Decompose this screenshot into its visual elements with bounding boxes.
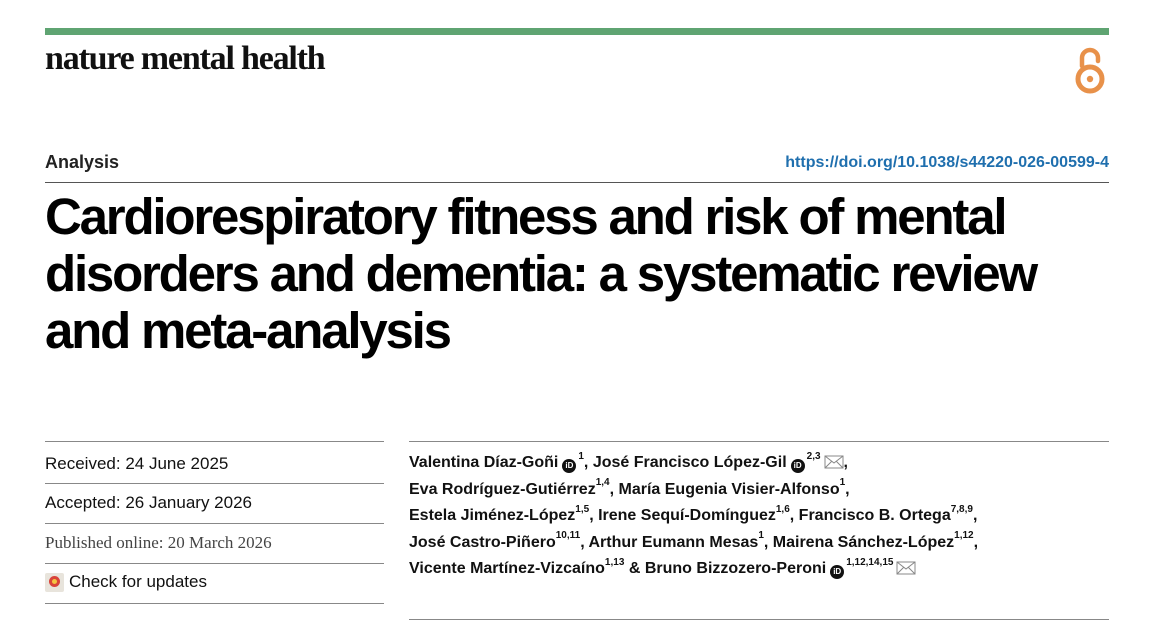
author bbox=[598, 503, 790, 524]
meta-divider bbox=[45, 603, 384, 604]
author-name[interactable]: Arthur Eumann Mesas bbox=[588, 533, 759, 551]
check-for-updates-button[interactable] bbox=[45, 572, 207, 592]
author-separator: , bbox=[789, 507, 799, 524]
article-title: Cardiorespiratory fitness and risk of mental disorders and dementia: a systematic review and meta-analysis bbox=[45, 188, 1037, 359]
author bbox=[409, 477, 610, 498]
author bbox=[618, 477, 846, 498]
author-name[interactable]: Estela Jiménez-López bbox=[409, 507, 576, 524]
author-line bbox=[409, 503, 1109, 530]
author-name[interactable]: Vicente Martínez-Vizcaíno bbox=[409, 560, 605, 577]
author bbox=[644, 556, 917, 577]
affiliation-superscript: 7,8,9 bbox=[950, 503, 973, 515]
author bbox=[409, 556, 625, 577]
affiliation-superscript: 2,3 bbox=[806, 450, 821, 462]
author bbox=[772, 530, 974, 551]
author-name[interactable]: Eva Rodríguez-Gutiérrez bbox=[409, 480, 596, 498]
crossmark-icon bbox=[45, 573, 64, 592]
author-name[interactable]: Francisco B. Ortega bbox=[798, 507, 951, 524]
author bbox=[409, 450, 584, 471]
accepted-date: Accepted: 26 January 2026 bbox=[45, 493, 252, 512]
affiliation-superscript: 10,11 bbox=[555, 530, 581, 542]
author bbox=[588, 530, 764, 551]
affiliation-superscript: 1 bbox=[578, 450, 584, 462]
author bbox=[798, 503, 973, 524]
author-line bbox=[409, 556, 1109, 583]
journal-name[interactable]: nature mental health bbox=[45, 40, 325, 77]
affiliation-superscript: 1,12 bbox=[954, 530, 974, 542]
email-envelope-icon[interactable] bbox=[896, 561, 916, 575]
meta-divider bbox=[45, 441, 384, 442]
author-name[interactable]: José Francisco López-Gil bbox=[592, 454, 787, 471]
author-separator: , bbox=[763, 533, 773, 551]
author-separator: , bbox=[843, 454, 848, 471]
author bbox=[592, 450, 844, 471]
affiliation-superscript: 1 bbox=[758, 530, 764, 542]
author-name[interactable]: María Eugenia Visier-Alfonso bbox=[618, 480, 840, 498]
orcid-icon[interactable]: iD bbox=[791, 459, 805, 473]
author-separator: , bbox=[589, 507, 599, 524]
author bbox=[409, 503, 590, 524]
author-separator: , bbox=[845, 480, 850, 498]
meta-divider bbox=[45, 563, 384, 564]
affiliation-superscript: 1,5 bbox=[575, 503, 590, 515]
header-divider bbox=[45, 182, 1109, 183]
author-name[interactable]: Irene Sequí-Domínguez bbox=[598, 507, 776, 524]
author-separator: , bbox=[580, 533, 589, 551]
affiliation-superscript: 1,6 bbox=[775, 503, 790, 515]
email-envelope-icon[interactable] bbox=[824, 455, 844, 469]
published-date: Published online: 20 March 2026 bbox=[45, 533, 272, 552]
author-line bbox=[409, 450, 1109, 477]
author-separator: , bbox=[583, 454, 593, 471]
received-date: Received: 24 June 2025 bbox=[45, 454, 229, 473]
doi-link[interactable]: https://doi.org/10.1038/s44220-026-00599-4 bbox=[785, 154, 1109, 171]
author-line bbox=[409, 477, 1109, 504]
author-separator: , bbox=[973, 533, 979, 551]
affiliation-superscript: 1,13 bbox=[604, 556, 625, 568]
author-separator: , bbox=[972, 507, 978, 524]
author-line bbox=[409, 530, 1109, 557]
author-separator: , bbox=[609, 480, 619, 498]
meta-divider bbox=[45, 523, 384, 524]
author-name[interactable]: Mairena Sánchez-López bbox=[772, 533, 955, 551]
affiliation-superscript: 1,12,14,15 bbox=[846, 556, 894, 568]
author-name[interactable]: Bruno Bizzozero-Peroni bbox=[644, 560, 827, 577]
author-separator: & bbox=[624, 560, 645, 577]
article-type: Analysis bbox=[45, 152, 120, 172]
author bbox=[409, 530, 581, 551]
check-for-updates-label: Check for updates bbox=[69, 572, 207, 591]
authors-divider bbox=[409, 619, 1109, 620]
author-list bbox=[409, 450, 1109, 583]
author-name[interactable]: José Castro-Piñero bbox=[409, 533, 556, 551]
author-name[interactable]: Valentina Díaz-Goñi bbox=[409, 454, 559, 471]
open-access-lock-icon bbox=[1071, 44, 1109, 96]
journal-color-bar bbox=[45, 28, 1109, 35]
affiliation-superscript: 1 bbox=[839, 477, 846, 489]
orcid-icon[interactable]: iD bbox=[562, 459, 576, 473]
orcid-icon[interactable]: iD bbox=[830, 565, 844, 579]
authors-divider bbox=[409, 441, 1109, 442]
meta-divider bbox=[45, 483, 384, 484]
affiliation-superscript: 1,4 bbox=[595, 477, 610, 489]
